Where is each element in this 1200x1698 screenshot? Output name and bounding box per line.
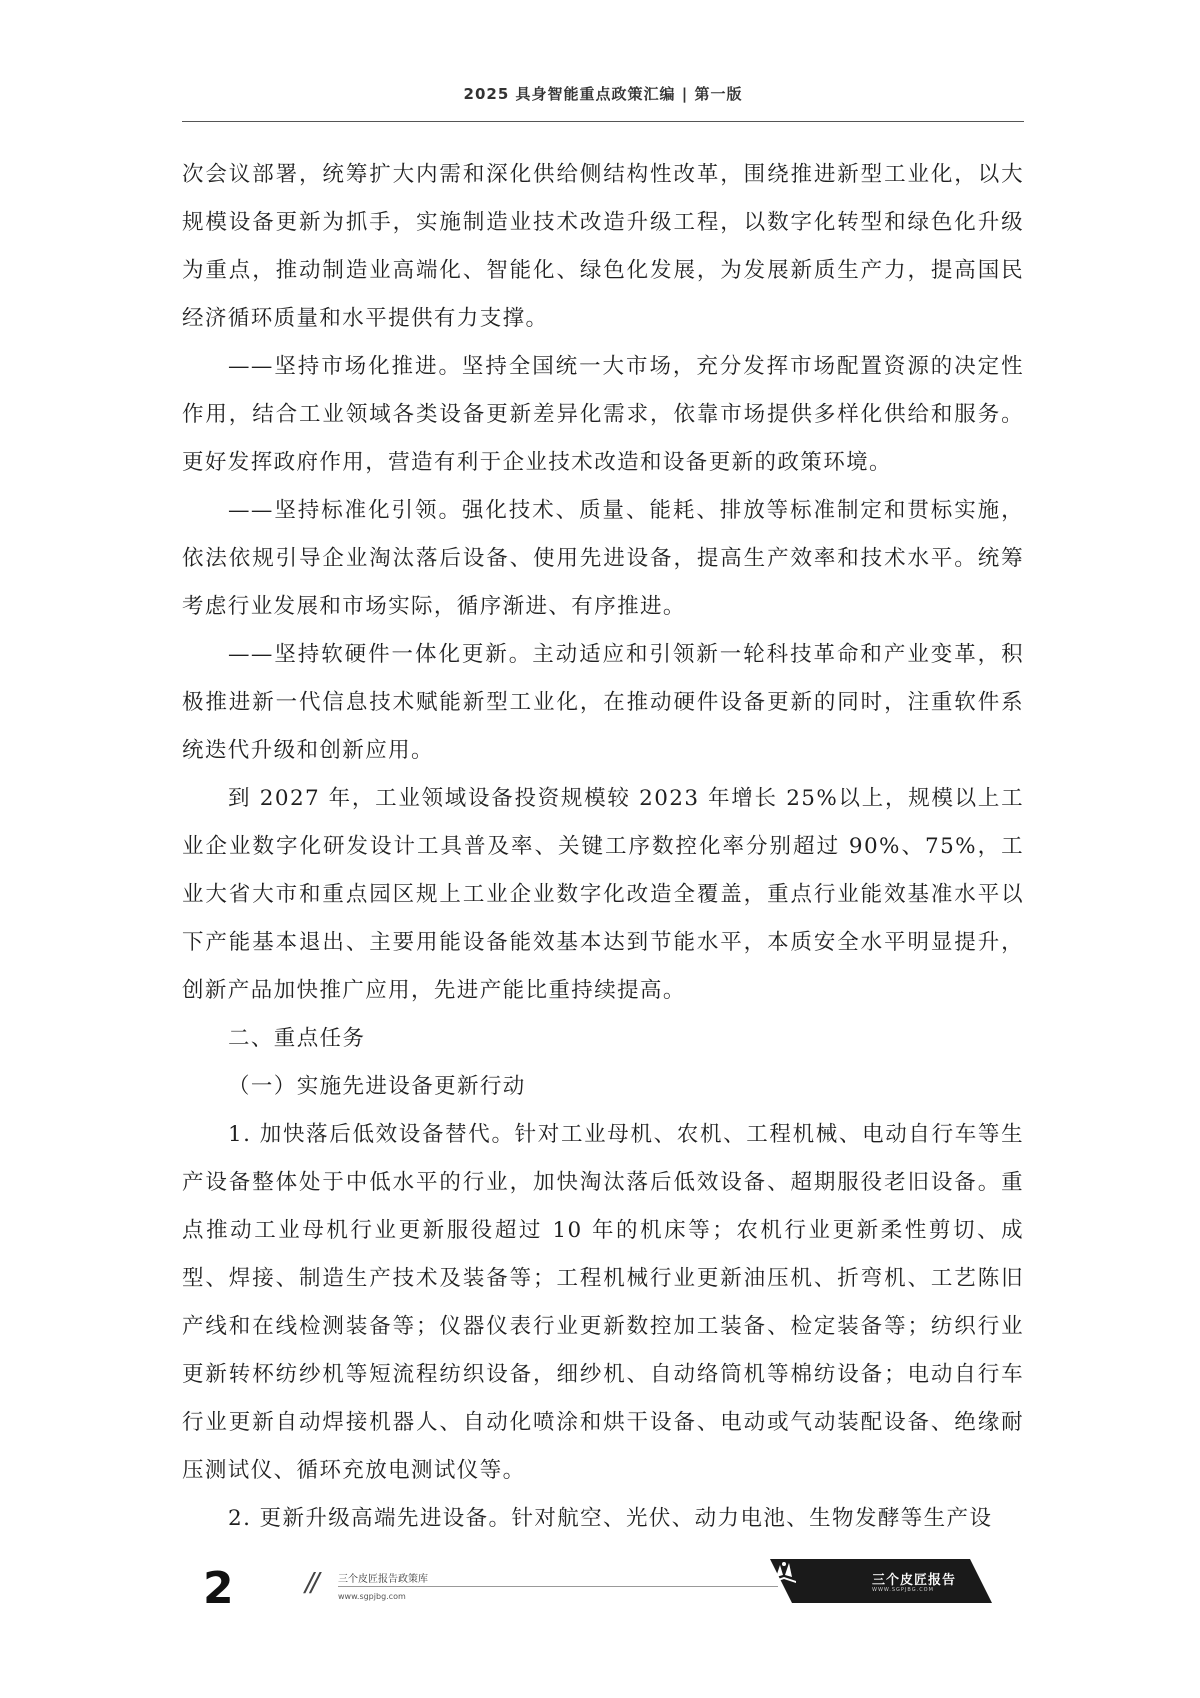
document-body (182, 151, 1024, 1543)
footer-library-name: 三个皮匠报告政策库 (338, 1574, 428, 1585)
footer-slash-icon: // (305, 1568, 317, 1598)
paragraph-principle-standard: ——坚持标准化引领。强化技术、质量、能耗、排放等标准制定和贯标实施，依法依规引导企业淘汰落后设备、使用先进设备，提高生产效率和技术水平。统筹考虑行业发展和市场实际，循序渐进、有序推进。 (182, 498, 1024, 619)
paragraph-intro-continued: 次会议部署，统筹扩大内需和深化供给侧结构性改革，围绕推进新型工业化，以大规模设备更新为抓手，实施制造业技术改造升级工程，以数字化转型和绿色化升级为重点，推动制造业高端化、智能化、绿色化发展，为发展新质生产力，提高国民经济循环质量和水平提供有力支撑。 (182, 162, 1024, 331)
footer-url: www.sgpjbg.com (338, 1592, 406, 1601)
subsection-heading-equipment-renewal: （一）实施先进设备更新行动 (228, 1074, 526, 1099)
section-heading-key-tasks: 二、重点任务 (228, 1026, 366, 1051)
page-footer (0, 1555, 1200, 1635)
footer-divider (338, 1586, 778, 1587)
page-number: 2 (203, 1563, 234, 1614)
paragraph-goals-2027: 到 2027 年，工业领域设备投资规模较 2023 年增长 25%以上，规模以上工业企业数字化研发设计工具普及率、关键工序数控化率分别超过 90%、75%，工业大省大市和重点园区规上工业企业数字化改造全覆盖，重点行业能效基准水平以下产能基本退出、主要用能设备能效基本达到节能水平，本质安全水平明显提升，创新产品加快推广应用，先进产能比重持续提高。 (182, 786, 1024, 1003)
brand-subtitle: WWW.SGPJBG.COM (872, 1587, 934, 1593)
header-divider (182, 121, 1024, 122)
running-header: 2025 具身智能重点政策汇编 | 第一版 (463, 85, 743, 103)
paragraph-task-2: 2. 更新升级高端先进设备。针对航空、光伏、动力电池、生物发酵等生产设 (228, 1506, 993, 1531)
paragraph-task-1: 1. 加快落后低效设备替代。针对工业母机、农机、工程机械、电动自行车等生产设备整体处于中低水平的行业，加快淘汰落后低效设备、超期服役老旧设备。重点推动工业母机行业更新服役超过 10 年的机床等；农机行业更新柔性剪切、成型、焊接、制造生产技术及装备等；工程机械行业更新油压机、折弯机、工艺陈旧产线和在线检测装备等；仪器仪表行业更新数控加工装备、检定装备等；纺织行业更新转杯纺纱机等短流程纺织设备，细纱机、自动络筒机等棉纺设备；电动自行车行业更新自动焊接机器人、自动化喷涂和烘干设备、电动或气动装配设备、绝缘耐压测试仪、循环充放电测试仪等。 (182, 1122, 1024, 1483)
paragraph-principle-software-hardware: ——坚持软硬件一体化更新。主动适应和引领新一轮科技革命和产业变革，积极推进新一代信息技术赋能新型工业化，在推动硬件设备更新的同时，注重软件系统迭代升级和创新应用。 (182, 642, 1024, 763)
brand-banner (770, 1559, 1000, 1603)
paragraph-principle-market: ——坚持市场化推进。坚持全国统一大市场，充分发挥市场配置资源的决定性作用，结合工业领域各类设备更新差异化需求，依靠市场提供多样化供给和服务。更好发挥政府作用，营造有利于企业技术改造和设备更新的政策环境。 (182, 354, 1024, 475)
brand-name: 三个皮匠报告 (872, 1573, 957, 1588)
book-logo-icon (770, 1559, 798, 1585)
